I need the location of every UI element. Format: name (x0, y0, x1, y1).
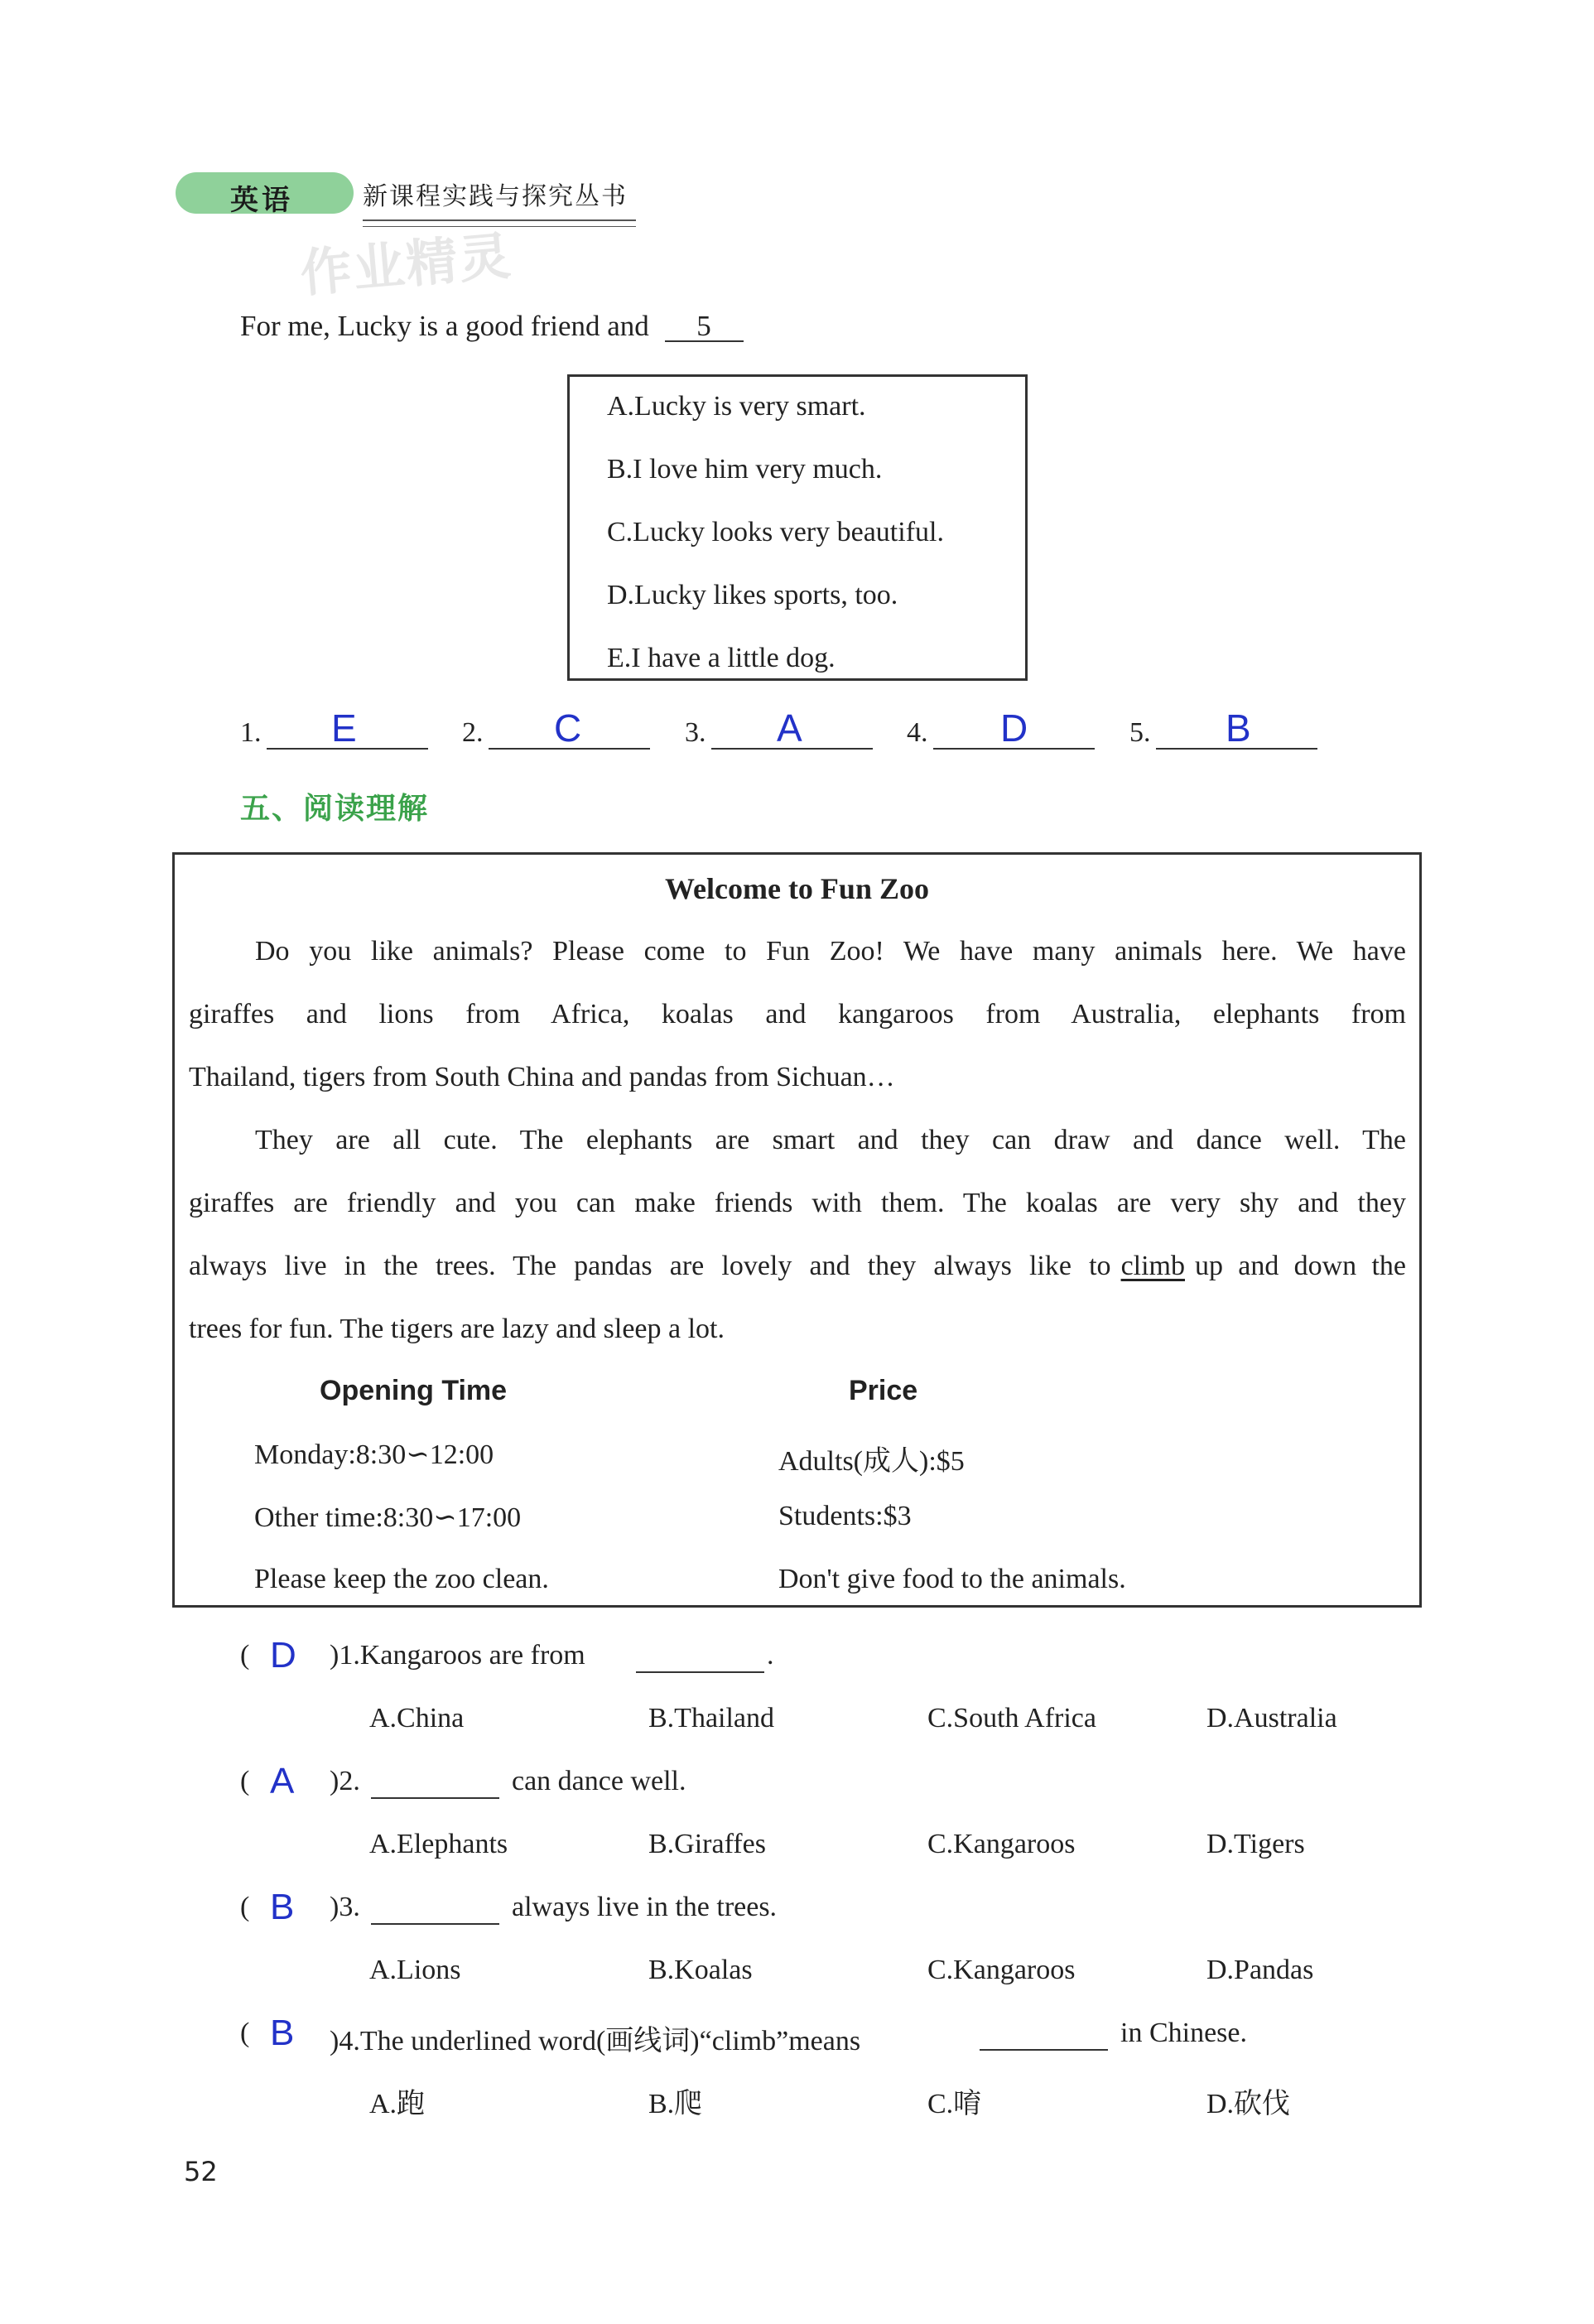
question-1-option-d: D.Australia (1206, 1703, 1337, 1733)
question-4-option-b: B.爬 (648, 2089, 703, 2119)
question-2-option-c: C.Kangaroos (927, 1829, 1076, 1859)
zoo-rule-food: Don't give food to the animals. (778, 1564, 1126, 1594)
question-4-blank (980, 2049, 1108, 2051)
option-d: D.Lucky likes sports, too. (607, 580, 898, 610)
question-4-stem-end: in Chinese. (1120, 2018, 1247, 2048)
question-paren: ( (240, 2018, 250, 2048)
passage-text: up and down the (1195, 1251, 1406, 1281)
series-title: 新课程实践与探究丛书 (363, 182, 628, 211)
question-1-answer: D (270, 1635, 296, 1675)
question-1-option-c: C.South Africa (927, 1703, 1096, 1733)
question-2-option-a: A.Elephants (369, 1829, 508, 1859)
answer-2: C (554, 706, 582, 750)
cloze-last-line-text: For me, Lucky is a good friend and (240, 310, 649, 342)
question-2-stem: )2. (330, 1766, 360, 1796)
question-paren: ( (240, 1640, 250, 1671)
passage-text: Do you like animals? Please come to Fun Zoo! We have many animals here. We have (255, 936, 1406, 967)
passage-line-3: Thailand, tigers from South China and pandas from Sichuan… (189, 1062, 895, 1092)
question-4-answer: B (270, 2013, 295, 2053)
question-4-option-c: C.唷 (927, 2089, 982, 2119)
question-4-option-a: A.跑 (369, 2089, 426, 2119)
answer-3: A (777, 706, 802, 750)
answer-1: E (331, 706, 357, 750)
question-3-option-b: B.Koalas (648, 1955, 753, 1985)
subject-label: 英语 (230, 184, 293, 217)
question-3-option-a: A.Lions (369, 1955, 461, 1985)
answer-label-2: 2. (462, 717, 484, 748)
question-1-stem: )1.Kangaroos are from (330, 1640, 585, 1671)
adult-price: Adults(成人):$5 (778, 1446, 965, 1477)
zoo-rule-clean: Please keep the zoo clean. (254, 1564, 549, 1594)
question-paren: ( (240, 1766, 250, 1796)
question-3-stem: )3. (330, 1892, 360, 1922)
cloze-blank-5: 5 (665, 311, 744, 342)
answer-label-5: 5. (1129, 717, 1151, 748)
option-e: E.I have a little dog. (607, 643, 836, 673)
passage-line-5 (189, 1188, 1406, 1219)
question-paren: ( (240, 1892, 250, 1922)
student-price: Students:$3 (778, 1501, 912, 1531)
passage-line-4 (255, 1125, 1406, 1156)
question-1-option-b: B.Thailand (648, 1703, 775, 1733)
passage-text: always live in the trees. The pandas are lovely and they always like to (189, 1251, 1111, 1281)
option-b: B.I love him very much. (607, 454, 883, 485)
option-a: A.Lucky is very smart. (607, 391, 866, 422)
passage-text: giraffes are friendly and you can make friends with them. The koalas are very shy and they (189, 1188, 1406, 1218)
section-title: 五、阅读理解 (240, 792, 430, 826)
question-3-stem-end: always live in the trees. (512, 1892, 778, 1922)
answer-4: D (1000, 706, 1028, 750)
price-header: Price (849, 1375, 918, 1406)
question-3-blank (371, 1923, 499, 1925)
passage-title: Welcome to Fun Zoo (665, 872, 929, 905)
question-3-option-c: C.Kangaroos (927, 1955, 1076, 1985)
answer-label-3: 3. (685, 717, 706, 748)
question-4-option-d: D.砍伐 (1206, 2089, 1291, 2119)
question-1-stem-end: . (767, 1640, 774, 1671)
passage-line-7: trees for fun. The tigers are lazy and sleep a lot. (189, 1314, 725, 1344)
question-2-blank (371, 1797, 499, 1799)
question-2-option-d: D.Tigers (1206, 1829, 1305, 1859)
question-3-answer: B (270, 1887, 295, 1927)
answer-5: B (1226, 706, 1251, 750)
other-hours: Other time:8:30∽17:00 (254, 1502, 522, 1533)
question-2-option-b: B.Giraffes (648, 1829, 766, 1859)
cloze-last-line (240, 311, 744, 342)
passage-line-2 (189, 999, 1406, 1030)
option-c: C.Lucky looks very beautiful. (607, 517, 944, 547)
question-1-option-a: A.China (369, 1703, 465, 1733)
passage-text: They are all cute. The elephants are smart and they can draw and dance well. The (255, 1125, 1406, 1155)
underlined-word-climb: climb (1120, 1251, 1185, 1281)
answer-label-1: 1. (240, 717, 262, 748)
passage-text: giraffes and lions from Africa, koalas and kangaroos from Australia, elephants from (189, 999, 1406, 1029)
watermark: 作业精灵 (297, 224, 515, 304)
question-3-option-d: D.Pandas (1206, 1955, 1314, 1985)
question-2-stem-end: can dance well. (512, 1766, 686, 1796)
question-2-answer: A (270, 1761, 295, 1801)
question-1-blank (636, 1671, 764, 1673)
question-4-stem: )4.The underlined word(画线词)“climb”means (330, 2026, 861, 2056)
options-box (567, 374, 1028, 681)
passage-line-6 (189, 1251, 1406, 1282)
opening-time-header: Opening Time (320, 1375, 508, 1406)
passage-line-1 (255, 936, 1406, 967)
page-number: 52 (184, 2156, 218, 2187)
monday-hours: Monday:8:30∽12:00 (254, 1439, 494, 1470)
answer-label-4: 4. (907, 717, 928, 748)
